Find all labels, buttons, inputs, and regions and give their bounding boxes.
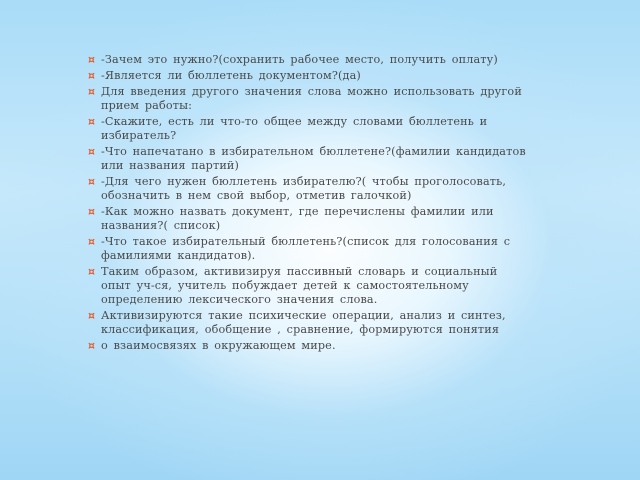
bullet-icon: ¤ xyxy=(88,339,96,352)
list-item-text: о взаимосвязях в окружающем мире. xyxy=(101,339,336,352)
list-item xyxy=(88,115,528,143)
bullet-icon: ¤ xyxy=(88,85,96,98)
bullet-icon: ¤ xyxy=(88,309,96,322)
list-item-text: -Как можно назвать документ, где перечислены фамилии или названия?( список) xyxy=(101,205,494,232)
bullet-icon: ¤ xyxy=(88,265,96,278)
list-item-text: -Что такое избирательный бюллетень?(список для голосования с фамилиями кандидатов). xyxy=(101,235,511,262)
list-item xyxy=(88,69,528,83)
list-item xyxy=(88,265,528,307)
bullet-icon: ¤ xyxy=(88,145,96,158)
list-item xyxy=(88,309,528,337)
list-item-text: -Зачем это нужно?(сохранить рабочее место, получить оплату) xyxy=(101,53,498,66)
bullet-icon: ¤ xyxy=(88,53,96,66)
list-item xyxy=(88,235,528,263)
list-item-text: Таким образом, активизируя пассивный словарь и социальный опыт уч-ся, учитель побуждает детей к самостоятельному определению лексического значения слова. xyxy=(101,265,498,306)
bullet-list xyxy=(88,53,528,355)
bullet-icon: ¤ xyxy=(88,235,96,248)
list-item-text: Активизируются такие психические операции, анализ и синтез, классификация, обобщение , сравнение, формируются понятия xyxy=(101,309,506,336)
bullet-icon: ¤ xyxy=(88,69,96,82)
list-item-text: -Является ли бюллетень документом?(да) xyxy=(101,69,361,82)
list-item-text: Для введения другого значения слова можно использовать другой прием работы: xyxy=(101,85,522,112)
list-item xyxy=(88,53,528,67)
bullet-icon: ¤ xyxy=(88,175,96,188)
list-item-text: -Скажите, есть ли что-то общее между словами бюллетень и избиратель? xyxy=(101,115,488,142)
bullet-icon: ¤ xyxy=(88,205,96,218)
bullet-icon: ¤ xyxy=(88,115,96,128)
list-item-text: -Для чего нужен бюллетень избирателю?( чтобы проголосовать, обозначить в нем свой выбор, отметив галочкой) xyxy=(101,175,507,202)
list-item xyxy=(88,205,528,233)
list-item xyxy=(88,175,528,203)
list-item-text: -Что напечатано в избирательном бюллетене?(фамилии кандидатов или названия партий) xyxy=(101,145,526,172)
list-item xyxy=(88,339,528,353)
list-item xyxy=(88,85,528,113)
list-item xyxy=(88,145,528,173)
